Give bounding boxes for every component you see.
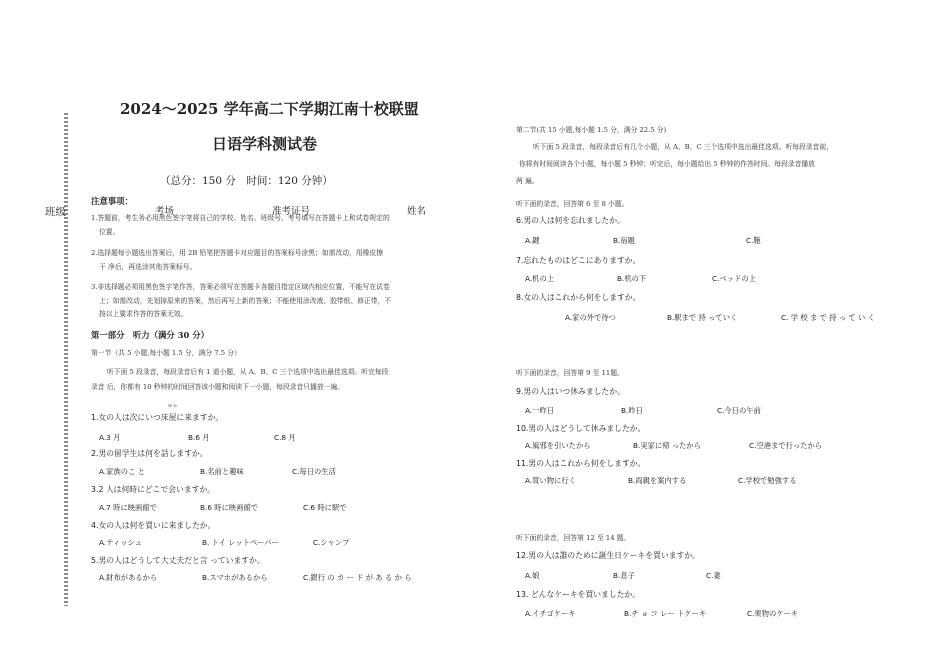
question-6: 6.男の人は何を忘れましたか。	[516, 216, 625, 225]
q7-option-b: B.机の下	[617, 274, 647, 283]
q9-option-a: A.一昨日	[525, 406, 555, 415]
binding-line	[64, 113, 68, 606]
question-4: 4.女の人は何を買いに来ましたか。	[91, 521, 216, 530]
q6-option-c: C.鞄	[746, 236, 761, 245]
q9-option-c: C.今日の午前	[717, 406, 761, 415]
question-13: 13. どんなケーキを買いましたか。	[516, 590, 641, 599]
note-2-line-1: 2.选择题每小题选出答案后，用 2B 铅笔把答题卡对应题目的答案标号涂黑；如需改动，用橡皮擦	[91, 249, 383, 257]
q7-option-c: C.ベッドの上	[712, 274, 756, 283]
name-label: 姓名	[407, 206, 427, 217]
note-3-line-1: 3.非选择题必须用黑色签字笔作答，答案必须写在答题卡各题目指定区域内相应位置，不能写在试卷	[91, 283, 390, 291]
q5-option-b: B.スマホがあるから	[202, 573, 268, 582]
q6-option-b: B.宿題	[613, 236, 635, 245]
class-label: 班级	[45, 206, 66, 218]
section2-instr-2: 你将有时间阅读各个小题，每小题 5 秒钟；听完后，每小题给出 5 秒钟的作答时间。每段录音播放	[519, 160, 815, 168]
q8-option-a: A.家の外で待つ	[565, 313, 616, 322]
q12-option-a: A.娘	[525, 571, 540, 580]
question-1: 1.女の人は次にいつ床屋に来ますか。	[91, 413, 224, 422]
question-12: 12.男の人は誰のために誕生日ケーキを買いますか。	[516, 551, 700, 560]
q8-option-c: C. 学 校 ま で 持 っ て い く	[781, 313, 875, 322]
q8-option-b: B.駅まで 持 っていく	[667, 313, 738, 322]
note-1-line-1: 1.答题前，考生务必用黑色签字笔将自己的学校、姓名、班级号、考号填写在答题卡上和试卷规定的	[91, 214, 390, 222]
q10-option-a: A.風邪を引いたから	[525, 441, 591, 450]
q6-option-a: A.鍵	[525, 236, 540, 245]
q1-option-b: B.6 月	[188, 433, 210, 442]
q11-option-b: B.両親を案内する	[628, 476, 687, 485]
section2-instr-1: 听下面 5 段录音，每段录音后有几个小题，从 A、B、C 三个选项中选出最佳选项。听每段录音前，	[533, 143, 833, 151]
q13-option-a: A.イチゴケーキ	[525, 609, 576, 618]
q7-option-a: A.机の上	[525, 274, 555, 283]
question-11: 11.男の人はこれから何をしますか。	[516, 459, 646, 468]
question-2: 2.男の留学生は何を話しますか。	[91, 449, 208, 458]
exam-subject: 日语学科测试卷	[212, 135, 318, 153]
q5-option-c: C.銀行 の カ ー ド が あ る か ら	[303, 573, 412, 582]
note-2-line-2: 干 净后，再选涂其他答案标号。	[99, 263, 197, 271]
q11-option-a: A.買い物に行く	[525, 476, 576, 485]
ticket-label: 准考证号	[272, 206, 311, 217]
question-10: 10.男の人はどうして休みましたか。	[516, 424, 646, 433]
q12-option-c: C.妻	[706, 571, 721, 580]
q2-option-c: C.毎日の生活	[292, 467, 336, 476]
q2-option-a: A.家族のこ と	[99, 467, 145, 476]
q11-option-c: C.学校で勉強する	[738, 476, 797, 485]
q13-option-b: B.チ ョ コ レー トケーキ	[624, 609, 707, 618]
q9-option-b: B.昨日	[621, 406, 643, 415]
room-label: 考场	[155, 206, 175, 217]
q1-option-a: A.3 月	[99, 433, 121, 442]
question-7: 7.忘れたものはどこにありますか。	[516, 256, 641, 265]
q12-option-b: B.息子	[613, 571, 635, 580]
section2-heading: 第二节(共 15 小题,每小题 1.5 分，满分 22.5 分)	[516, 126, 667, 134]
section1-heading: 第一节（共 5 小题,每小题 1.5 分，满分 7.5 分）	[91, 349, 241, 357]
q3-option-b: B.6 時に映画館で	[200, 503, 259, 512]
section1-instr-2: 录音 后，你都有 10 秒钟的时间回答该小题和阅读下一小题，每段录音只播放一遍。	[91, 383, 345, 391]
q4-option-b: B. トイ レットペーパー	[202, 538, 279, 547]
part1-heading: 第一部分 听力（满分 30 分）	[91, 330, 209, 340]
q3-option-a: A.7 時に映画館で	[99, 503, 157, 512]
question-9: 9.男の人はいつ休みましたか。	[516, 387, 625, 396]
q13-option-c: C.果物のケーキ	[747, 609, 799, 618]
ruby-annotation: ゆ か	[168, 403, 178, 408]
q4-option-c: C.シャンプ	[313, 538, 350, 547]
group2-intro: 听下面的录音，回答第 9 至 11题。	[516, 369, 624, 377]
note-3-line-2: 上；如需改动，先划掉原来的答案，然后再写上新的答案；不能使用涂改液、胶带纸、修正带，不	[99, 297, 392, 305]
q4-option-a: A.ティッシュ	[99, 538, 142, 547]
q5-option-a: A.財布があるから	[99, 573, 158, 582]
q10-option-c: C.空港まで行ったから	[749, 441, 823, 450]
q2-option-b: B.名前と趣味	[200, 467, 244, 476]
exam-meta: （总分：150 分 时间：120 分钟）	[160, 175, 333, 187]
group3-intro: 听下面的录音，回答第 12 至 14 题。	[516, 534, 631, 542]
note-3-line-3: 按以上要求作答的答案无效。	[99, 310, 188, 318]
q3-option-c: C.6 時に駅で	[303, 503, 347, 512]
exam-title: 2024～2025 学年高二下学期江南十校联盟	[120, 100, 419, 118]
question-3: 3.2 人は何時にどこで会いますか。	[91, 485, 216, 494]
notes-heading: 注意事项：	[91, 196, 133, 206]
section2-instr-3: 两 遍。	[516, 177, 539, 185]
question-8: 8.女の人はこれから何をしますか。	[516, 293, 641, 302]
q1-option-c: C.8 月	[274, 433, 296, 442]
note-1-line-2: 位置。	[99, 228, 120, 236]
question-5: 5.男の人はどうして大丈夫だと言 っていますか。	[91, 556, 265, 565]
q10-option-b: B.実家に帰 ったから	[633, 441, 702, 450]
group1-intro: 听下面的录音，回答第 6 至 8 小题。	[516, 200, 629, 208]
section1-instr-1: 听下面 5 段录音，每段录音后有 1 道小题，从 A、B、C 三个选项中选出最佳选项。听完每段	[107, 368, 389, 376]
